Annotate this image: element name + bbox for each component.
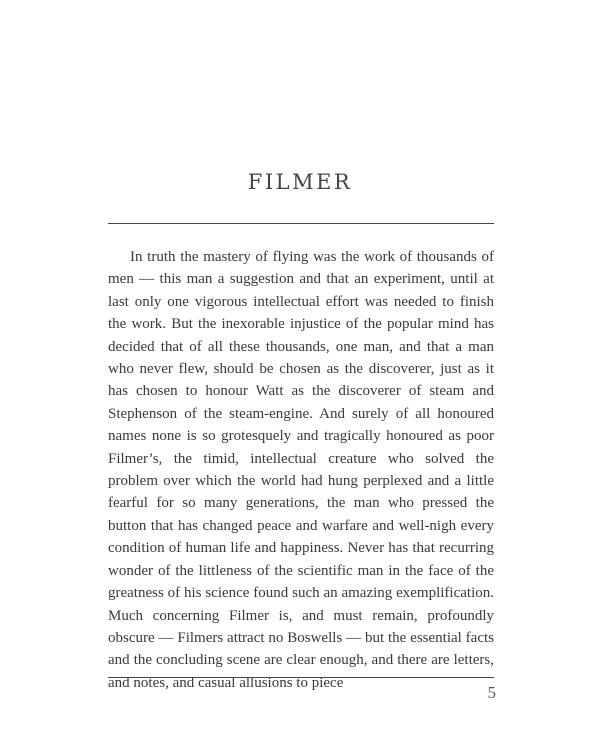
title-divider — [108, 223, 494, 224]
chapter-title: FILMER — [247, 170, 353, 194]
footer-divider — [108, 677, 494, 678]
body-paragraph: In truth the mastery of flying was the work of thousands of men — this man a suggestion and that an experiment, until at last only one vigorous intellectual effort was needed to finish the work. But the inexorable injustice of the popular mind has decided that of all these thousands, one man, and that a man who never flew, should be chosen as the discoverer, just as it has chosen to honour Watt as the discoverer of steam and Stephenson of the steam-engine. And surely of all honoured names none is so grotesquely and tragically honoured as poor Filmer’s, the timid, intellectual creature who solved the problem over which the world had hung perplexed and a little fearful for so many generations, the man who pressed the button that has changed peace and warfare and well-nigh every condition of human life and happiness. Never has that recurring wonder of the littleness of the scientific man in the face of the greatness of his science found such an amazing exemplification. Much concerning Filmer is, and must remain, profoundly obscure — Filmers attract no Boswells — but the essential facts and the concluding scene are clear enough, and there are letters, and notes, and casual allusions to piece — [108, 249, 494, 691]
page-number: 5 — [487, 683, 496, 702]
